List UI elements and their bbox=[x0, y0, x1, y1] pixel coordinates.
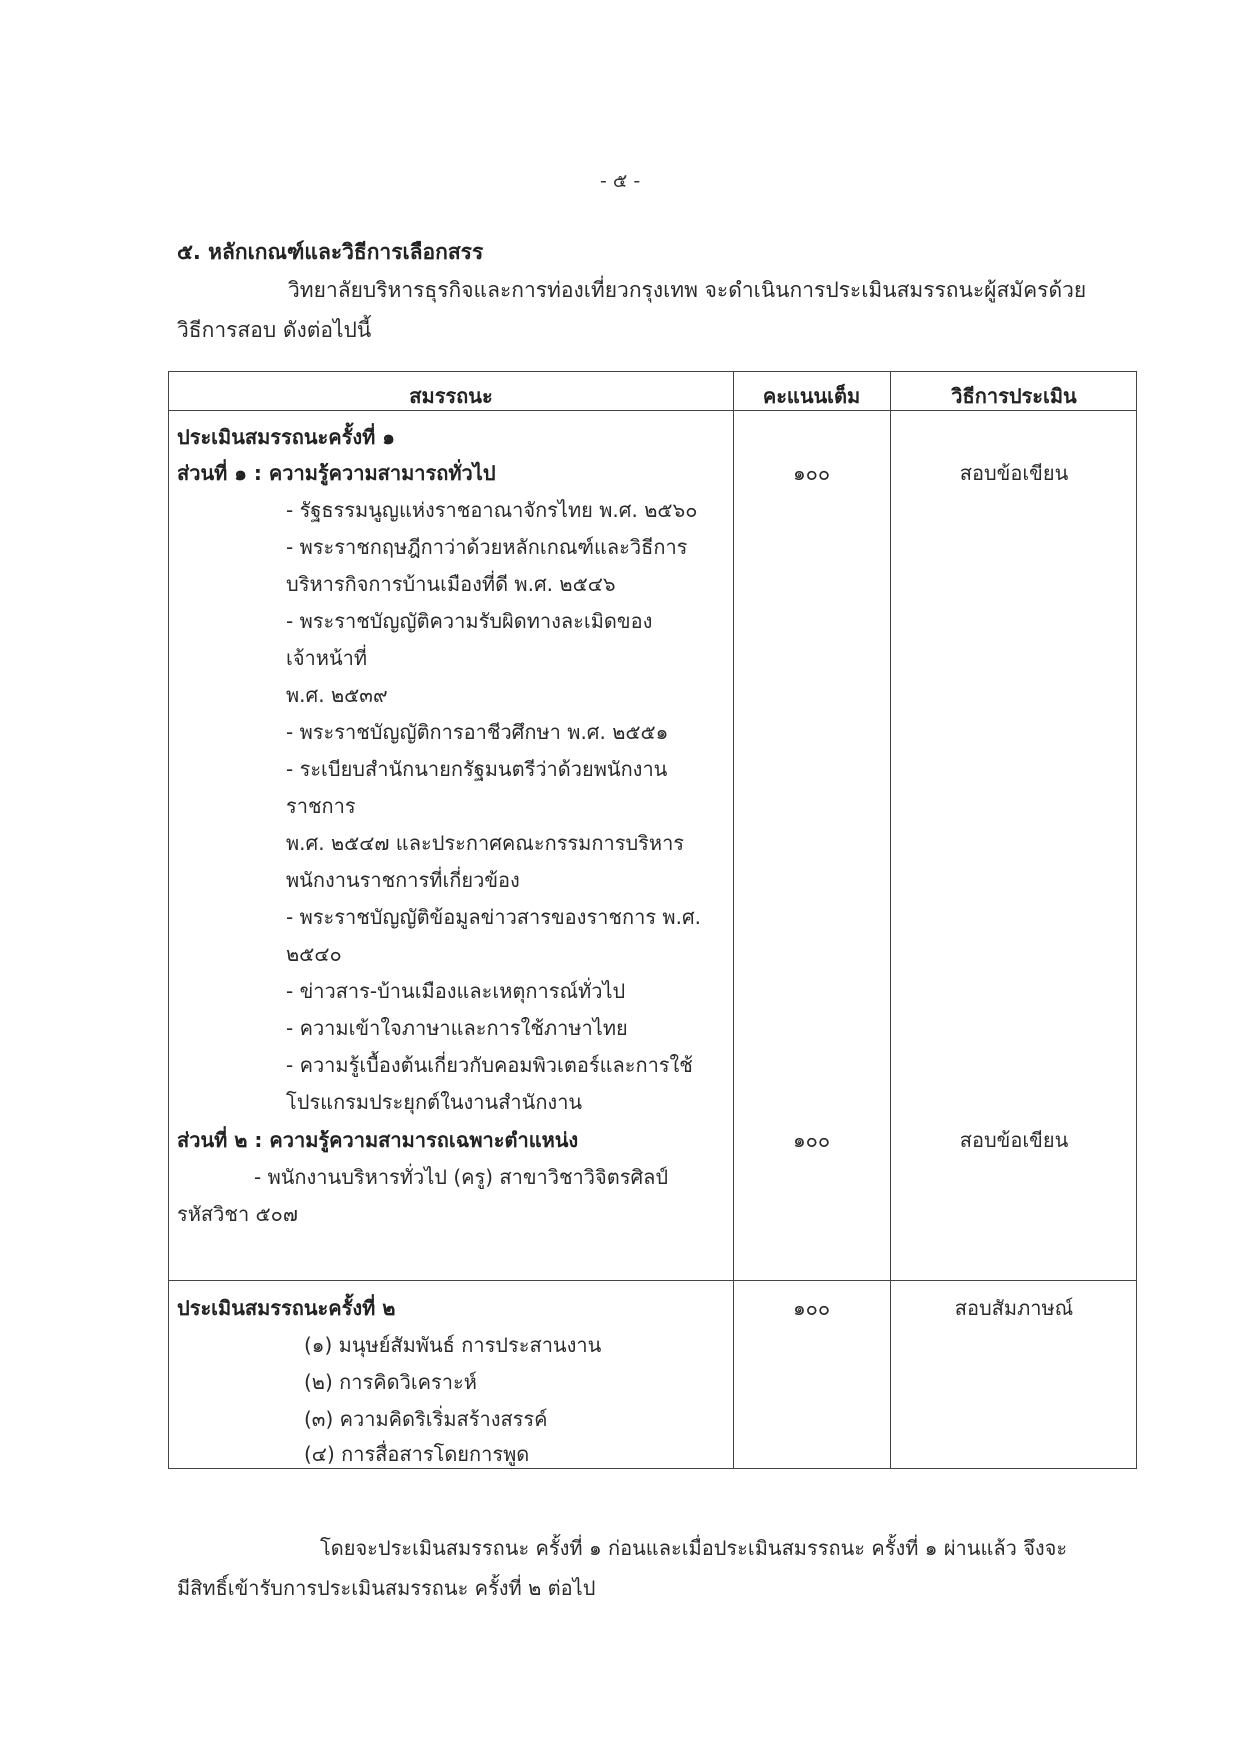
page-number: - ๕ - bbox=[600, 170, 641, 192]
part1-item: - ข่าวสาร-บ้านเมืองและเหตุการณ์ทั่วไป bbox=[286, 979, 626, 1003]
part1-item: โปรแกรมประยุกต์ในงานสำนักงาน bbox=[286, 1090, 583, 1114]
intro-line-2: วิธีการสอบ ดังต่อไปนี้ bbox=[177, 318, 372, 342]
footer-line-1: โดยจะประเมินสมรรถนะ ครั้งที่ ๑ ก่อนและเมื่อประเมินสมรรถนะ ครั้งที่ ๑ ผ่านแล้ว จึงจะ bbox=[320, 1536, 1068, 1560]
row2-item: (๑) มนุษย์สัมพันธ์ การประสานงาน bbox=[304, 1333, 602, 1357]
part1-item: บริหารกิจการบ้านเมืองที่ดี พ.ศ. ๒๕๔๖ bbox=[286, 572, 616, 596]
part1-score: ๑๐๐ bbox=[792, 461, 831, 485]
part1-item: - รัฐธรรมนูญแห่งราชอาณาจักรไทย พ.ศ. ๒๕๖๐ bbox=[286, 498, 698, 522]
part1-item: - ความรู้เบื้องต้นเกี่ยวกับคอมพิวเตอร์และการใช้ bbox=[286, 1053, 693, 1077]
part1-method: สอบข้อเขียน bbox=[959, 461, 1069, 485]
part1-item: - ระเบียบสำนักนายกรัฐมนตรีว่าด้วยพนักงาน bbox=[286, 757, 668, 781]
intro-line-1: วิทยาลัยบริหารธุรกิจและการท่องเที่ยวกรุงเทพ จะดำเนินการประเมินสมรรถนะผู้สมัครด้วย bbox=[288, 278, 1087, 302]
row2-item: (๓) ความคิดริเริ่มสร้างสรรค์ bbox=[304, 1407, 548, 1431]
part1-title: ส่วนที่ ๑ : ความรู้ความสามารถทั่วไป bbox=[177, 461, 496, 485]
part2-item: - พนักงานบริหารทั่วไป (ครู) สาขาวิชาวิจิตรศิลป์ bbox=[254, 1165, 669, 1189]
row2-method: สอบสัมภาษณ์ bbox=[954, 1296, 1074, 1320]
part1-item: พ.ศ. ๒๕๔๗ และประกาศคณะกรรมการบริหาร bbox=[286, 831, 685, 855]
row2-item: (๒) การคิดวิเคราะห์ bbox=[304, 1370, 477, 1394]
part2-title: ส่วนที่ ๒ : ความรู้ความสามารถเฉพาะตำแหน่ง bbox=[177, 1128, 579, 1152]
row-divider bbox=[169, 1280, 1136, 1281]
header-method: วิธีการประเมิน bbox=[951, 384, 1077, 408]
part2-method: สอบข้อเขียน bbox=[959, 1128, 1069, 1152]
part1-item: - ความเข้าใจภาษาและการใช้ภาษาไทย bbox=[286, 1016, 628, 1040]
competency-table bbox=[168, 371, 1137, 1469]
part1-item: เจ้าหน้าที่ bbox=[286, 646, 368, 670]
part1-item: - พระราชกฤษฎีกาว่าด้วยหลักเกณฑ์และวิธีการ bbox=[286, 535, 688, 559]
row1-title: ประเมินสมรรถนะครั้งที่ ๑ bbox=[177, 425, 395, 449]
row2-item: (๔) การสื่อสารโดยการพูด bbox=[304, 1442, 530, 1466]
part1-item: ราชการ bbox=[286, 794, 356, 818]
part1-item: - พระราชบัญญัติการอาชีวศึกษา พ.ศ. ๒๕๕๑ bbox=[286, 720, 669, 744]
part1-item: ๒๕๔๐ bbox=[286, 942, 342, 966]
part1-item: - พระราชบัญญัติความรับผิดทางละเมิดของ bbox=[286, 609, 653, 633]
header-full-score: คะแนนเต็ม bbox=[762, 384, 861, 408]
header-competency: สมรรถนะ bbox=[409, 384, 493, 408]
section-heading: ๕. หลักเกณฑ์และวิธีการเลือกสรร bbox=[177, 240, 484, 264]
part1-item: พ.ศ. ๒๕๓๙ bbox=[286, 683, 388, 707]
part2-item: รหัสวิชา ๕๐๗ bbox=[177, 1202, 298, 1226]
row2-title: ประเมินสมรรถนะครั้งที่ ๒ bbox=[177, 1296, 396, 1320]
row2-score: ๑๐๐ bbox=[792, 1296, 831, 1320]
footer-line-2: มีสิทธิ์เข้ารับการประเมินสมรรถนะ ครั้งที่ ๒ ต่อไป bbox=[177, 1576, 596, 1600]
part1-item: - พระราชบัญญัติข้อมูลข่าวสารของราชการ พ.ศ. bbox=[286, 905, 702, 929]
part1-item: พนักงานราชการที่เกี่ยวข้อง bbox=[286, 868, 520, 892]
part2-score: ๑๐๐ bbox=[792, 1128, 831, 1152]
